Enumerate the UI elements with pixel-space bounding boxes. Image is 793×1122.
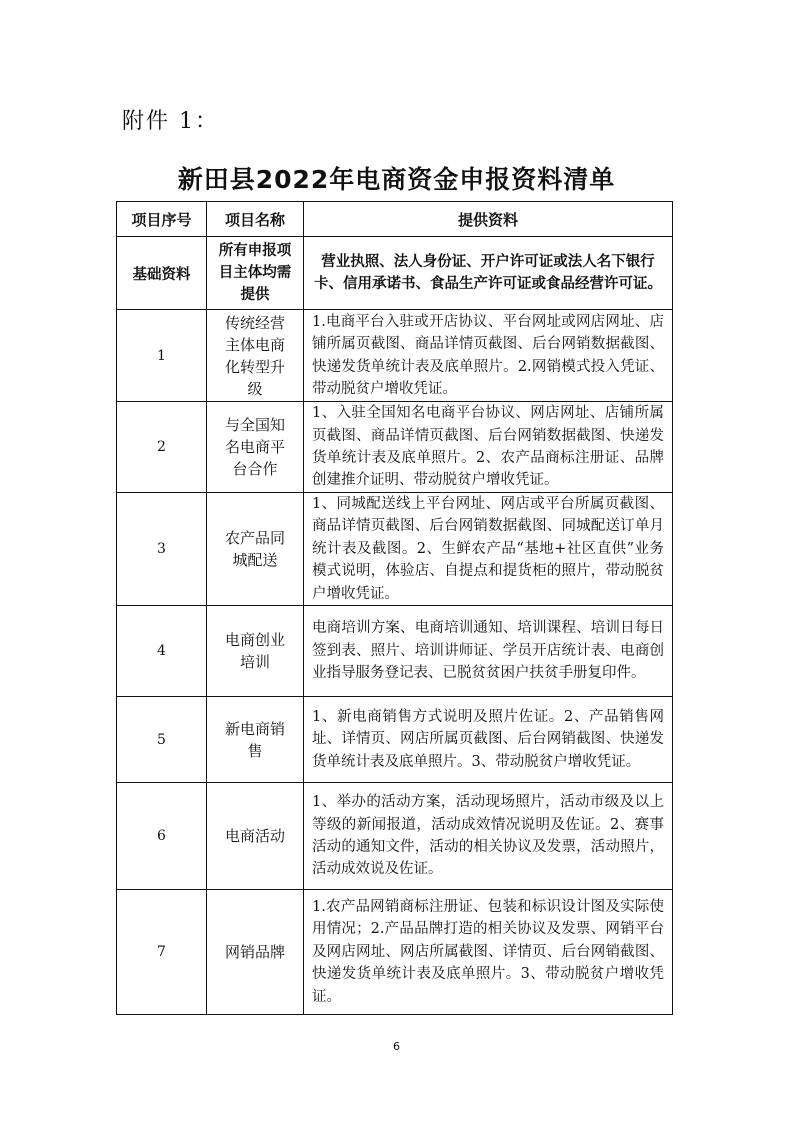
row-materials: 电商培训方案、电商培训通知、培训课程、培训日每日签到表、照片、培训讲师证、学员开店统计表、电商创业指导服务登记表、已脱贫贫困户扶贫手册复印件。 (304, 606, 673, 697)
row-seq: 4 (117, 606, 207, 697)
row-materials: 1、入驻全国知名电商平台协议、网店网址、店铺所属页截图、商品详情页截图、后台网销数据截图、快递发货单统计表及底单照片。2、农产品商标注册证、品牌创建推介证明、带动脱贫户增收凭证。 (304, 402, 673, 493)
materials-table (116, 201, 673, 1015)
header-seq: 项目序号 (117, 202, 207, 237)
row-name: 电商活动 (207, 783, 304, 890)
row-seq: 1 (117, 310, 207, 402)
row-materials: 1、举办的活动方案，活动现场照片，活动市级及以上等级的新闻报道，活动成效情况说明及佐证。2、赛事活动的通知文件，活动的相关协议及发票，活动照片，活动成效说及佐证。 (304, 783, 673, 890)
row-name: 与全国知名电商平台合作 (207, 402, 304, 493)
row-materials: 1、新电商销售方式说明及照片佐证。2、产品销售网址、详情页、网店所属页截图、后台网销截图、快递发货单统计表及底单照片。3、带动脱贫户增收凭证。 (304, 697, 673, 783)
row-name: 农产品同城配送 (207, 493, 304, 606)
row-name: 电商创业培训 (207, 606, 304, 697)
table-row (117, 493, 673, 606)
table-row (117, 783, 673, 890)
row-materials: 1.农产品网销商标注册证、包装和标识设计图及实际使用情况；2.产品品牌打造的相关协议及发票、网销平台及网店网址、网店所属截图、详情页、后台网销截图、快递发货单统计表及底单照片。3、带动脱贫户增收凭证。 (304, 890, 673, 1015)
row-seq: 2 (117, 402, 207, 493)
row-name: 传统经营主体电商化转型升级 (207, 310, 304, 402)
row-seq: 7 (117, 890, 207, 1015)
table-row (117, 310, 673, 402)
table-row (117, 890, 673, 1015)
row-name: 所有申报项目主体均需提供 (207, 237, 304, 310)
header-name: 项目名称 (207, 202, 304, 237)
row-seq: 6 (117, 783, 207, 890)
row-materials: 1、同城配送线上平台网址、网店或平台所属页截图、商品详情页截图、后台网销数据截图、同城配送订单月统计表及截图。2、生鲜农产品“基地+社区直供”业务模式说明，体验店、自提点和提货柜的照片，带动脱贫户增收凭证。 (304, 493, 673, 606)
row-materials: 1.电商平台入驻或开店协议、平台网址或网店网址、店铺所属页截图、商品详情页截图、后台网销数据截图、快递发货单统计表及底单照片。2.网销模式投入凭证、带动脱贫户增收凭证。 (304, 310, 673, 402)
page-number: 6 (393, 1040, 400, 1053)
row-seq: 3 (117, 493, 207, 606)
table-header-row (117, 202, 673, 237)
row-materials: 营业执照、法人身份证、开户许可证或法人名下银行卡、信用承诺书、食品生产许可证或食品经营许可证。 (304, 237, 673, 310)
header-materials: 提供资料 (304, 202, 673, 237)
table-row (117, 402, 673, 493)
row-seq: 基础资料 (117, 237, 207, 310)
table-row (117, 606, 673, 697)
table-row (117, 697, 673, 783)
row-name: 新电商销售 (207, 697, 304, 783)
row-seq: 5 (117, 697, 207, 783)
row-name: 网销品牌 (207, 890, 304, 1015)
document-title: 新田县2022年电商资金申报资料清单 (177, 165, 616, 194)
attachment-label: 附件 1： (122, 109, 219, 134)
table-row-basic (117, 237, 673, 310)
